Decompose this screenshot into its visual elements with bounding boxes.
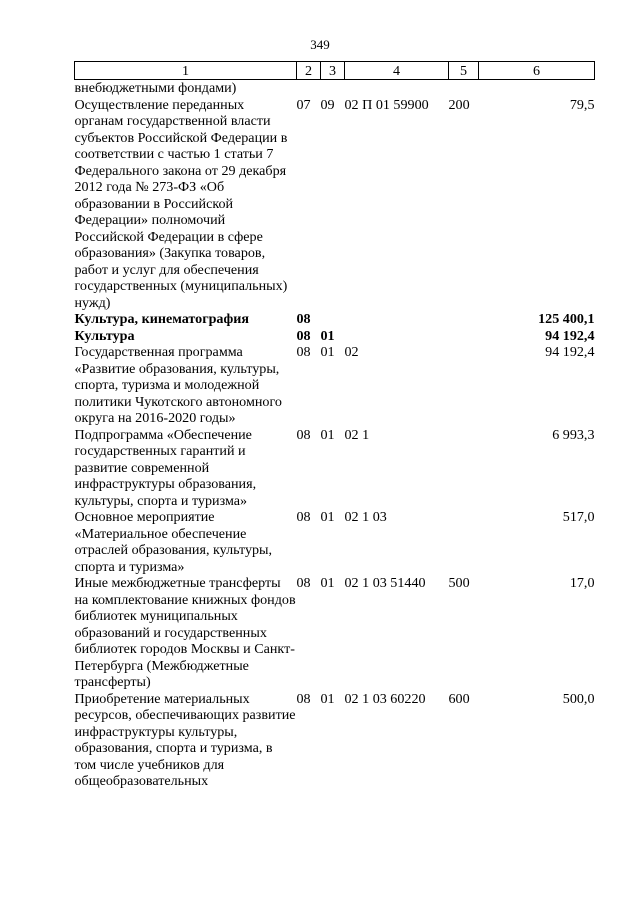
row-subsection-code xyxy=(321,311,345,328)
row-subsection-code: 01 xyxy=(320,327,335,344)
page-number: 349 xyxy=(310,37,330,52)
row-name: Приобретение материальных ресурсов, обеспечивающих развитие инфраструктуры культуры, образования, спорта и туризма, в том числе учебников для общеобразовательных xyxy=(74,690,296,789)
row-expense-type-code xyxy=(449,311,479,328)
column-header-3: 3 xyxy=(321,62,345,80)
row-subsection-code: 01 xyxy=(320,509,335,525)
row-section-code xyxy=(297,80,321,97)
row-section-code: 08 xyxy=(296,327,311,344)
row-target-item-code xyxy=(345,311,449,328)
row-section-code: 08 xyxy=(296,311,311,327)
row-target-item-code xyxy=(345,328,449,345)
row-section-code: 08 xyxy=(296,344,311,360)
table-row xyxy=(75,97,595,312)
row-name: Основное мероприятие «Материальное обеспечение отраслей образования, культуры, спорта и туризма» xyxy=(74,509,273,575)
row-target-item-code: 02 1 03 60220 xyxy=(344,690,426,707)
row-amount: 500,0 xyxy=(562,690,595,707)
column-header-4: 4 xyxy=(345,62,449,80)
table-row xyxy=(75,427,595,510)
row-expense-type-code xyxy=(449,344,479,427)
row-section-code: 08 xyxy=(296,690,311,707)
row-amount: 6 993,3 xyxy=(552,426,595,443)
table-row xyxy=(75,344,595,427)
row-name: Государственная программа «Развитие образования, культуры, спорта, туризма и молодежной политики Чукотского автономного округа на 2016-2020 годы» xyxy=(74,344,282,426)
row-expense-type-code xyxy=(449,328,479,345)
column-header-6: 6 xyxy=(479,62,595,80)
row-amount: 79,5 xyxy=(569,96,595,113)
row-target-item-code: 02 1 03 xyxy=(344,509,387,525)
table-row xyxy=(75,328,595,345)
row-section-code: 07 xyxy=(296,96,311,113)
row-name: Подпрограмма «Обеспечение государственных гарантий и развитие современной инфраструктуры образования, культуры, спорта и туризма» xyxy=(74,426,257,509)
row-amount xyxy=(479,80,595,97)
row-name: Культура, кинематография xyxy=(74,311,249,327)
row-expense-type-code: 600 xyxy=(448,690,470,707)
row-name: Культура xyxy=(74,327,135,344)
table-row xyxy=(75,575,595,691)
row-amount: 94 192,4 xyxy=(545,344,595,360)
table-row xyxy=(75,691,595,790)
row-name: внебюджетными фондами) xyxy=(74,80,237,96)
row-subsection-code: 01 xyxy=(320,426,335,443)
row-expense-type-code: 200 xyxy=(448,96,470,113)
row-name: Иные межбюджетные трансферты на комплектование книжных фондов библиотек муниципальных образований и государственных библиотек городов Москвы и Санкт-Петербурга (Межбюджетные трансферты) xyxy=(74,575,296,690)
row-amount: 517,0 xyxy=(562,509,595,525)
row-target-item-code: 02 xyxy=(344,344,359,360)
row-subsection-code: 01 xyxy=(320,575,335,591)
row-amount: 17,0 xyxy=(569,575,595,591)
row-subsection-code: 09 xyxy=(320,96,335,113)
row-name: Осуществление переданных органам государственной власти субъектов Российской Федерации в соответствии с частью 1 статьи 7 Федерального закона от 29 декабря 2012 года № 273-ФЗ «Об образовании в Российской Федерации» полномочий Российской Федерации в сфере образования» (Закупка товаров, работ и услуг для обеспечения государственных (муниципальных) нужд) xyxy=(74,96,288,311)
row-section-code: 08 xyxy=(296,509,311,525)
row-section-code: 08 xyxy=(296,575,311,591)
row-subsection-code xyxy=(321,80,345,97)
row-expense-type-code: 500 xyxy=(448,575,470,591)
row-subsection-code: 01 xyxy=(320,690,335,707)
column-header-2: 2 xyxy=(297,62,321,80)
table-header-row xyxy=(75,62,595,80)
row-expense-type-code xyxy=(449,509,479,575)
table-row xyxy=(75,311,595,328)
table-row xyxy=(75,80,595,97)
row-expense-type-code xyxy=(449,427,479,510)
row-amount: 94 192,4 xyxy=(545,327,595,344)
row-subsection-code: 01 xyxy=(320,344,335,360)
column-header-5: 5 xyxy=(449,62,479,80)
column-header-1: 1 xyxy=(75,62,297,80)
row-target-item-code xyxy=(345,80,449,97)
budget-table xyxy=(74,61,595,790)
row-target-item-code: 02 П 01 59900 xyxy=(344,96,429,113)
row-section-code: 08 xyxy=(296,426,311,443)
row-expense-type-code xyxy=(449,80,479,97)
row-amount: 125 400,1 xyxy=(538,311,595,327)
row-target-item-code: 02 1 03 51440 xyxy=(344,575,426,591)
table-row xyxy=(75,509,595,575)
row-target-item-code: 02 1 xyxy=(344,426,370,443)
